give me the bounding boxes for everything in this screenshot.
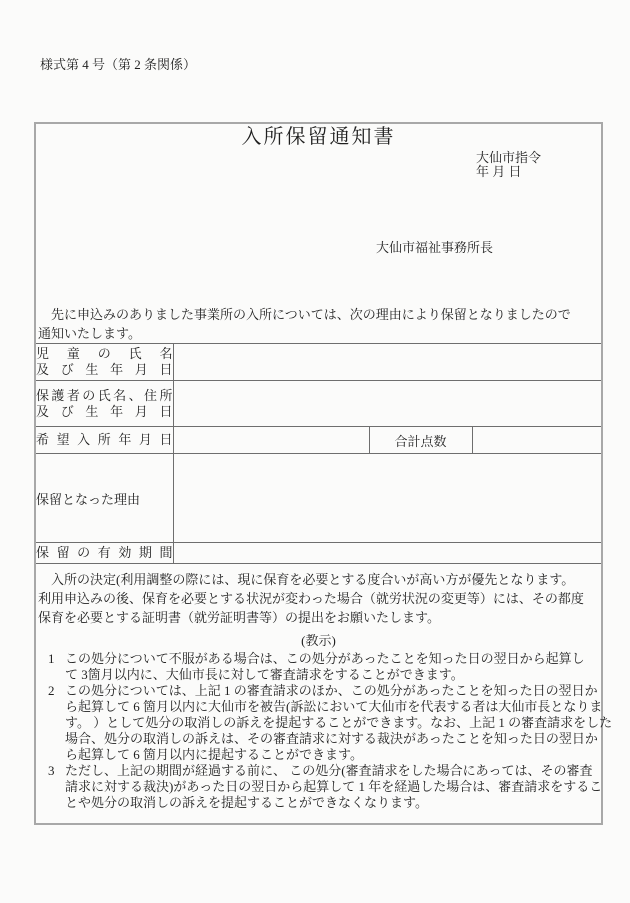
instruction-line: この処分については、上記 1 の審査請求のほか、この処分があったことを知った日の翌日か — [65, 683, 598, 698]
child-name-label-cell — [36, 344, 173, 381]
total-points-value-cell — [472, 427, 601, 454]
table-row-desired-date — [36, 427, 601, 454]
directive-label: 大仙市指令 — [475, 150, 541, 165]
guardian-label-line2: 及 び 生 年 月 日 — [36, 403, 173, 419]
child-name-value-cell — [173, 344, 601, 381]
intro-paragraph — [36, 305, 601, 343]
valid-period-label: 保 留 の 有 効 期 間 — [36, 545, 173, 560]
priority-note-line: 入所の決定(利用調整の際には、現に保育を必要とする度合いが高い方が優先となります。 — [38, 572, 575, 587]
instruction-line: 請求に対する裁決)があった日の翌日から起算して 1 年を経過した場合は、審査請求をするこ — [65, 779, 603, 794]
instruction-item-number: 3 — [48, 763, 55, 778]
instruction-line: ただし、上記の期間が経過する前に、 この処分(審査請求をした場合にあっては、その審査 — [65, 763, 593, 778]
table-row-child-name — [36, 344, 601, 381]
instruction-item-number: 1 — [48, 651, 55, 666]
instructions-heading: (教示) — [301, 633, 336, 648]
guardian-value-cell — [173, 381, 601, 427]
priority-note-paragraph — [36, 570, 601, 627]
intro-line: 通知いたします。 — [38, 326, 141, 341]
instruction-line: て 3箇月以内に、大仙市長に対して審査請求をすることができます。 — [65, 667, 464, 682]
instruction-line: 場合、処分の取消しの訴えは、その審査請求に対する裁決があったことを知った日の翌日か — [65, 731, 598, 746]
priority-note-line: 保育を必要とする証明書（就労証明書等）の提出をお願いたします。 — [38, 610, 440, 625]
notice-box — [34, 122, 613, 825]
child-name-label-line1: 児 童 の 氏 名 — [36, 346, 173, 361]
instruction-line: この処分について不服がある場合は、この処分があったことを知った日の翌日から起算し — [65, 651, 585, 666]
instruction-item-1 — [48, 651, 598, 683]
document-title: 入所保留通知書 — [241, 126, 396, 148]
valid-period-value-cell — [173, 543, 601, 564]
desired-date-label-cell — [36, 427, 173, 454]
instructions-list — [48, 651, 613, 811]
table-row-guardian — [36, 381, 601, 427]
guardian-label-cell — [36, 381, 173, 427]
instruction-item-text — [65, 683, 612, 763]
instruction-line: ら起算して 6 箇月以内に大仙市を被告(訴訟において大仙市を代表する者は大仙市長となりま — [65, 699, 603, 714]
table-row-hold-reason — [36, 454, 601, 543]
desired-date-value-cell — [173, 427, 369, 454]
instruction-item-number: 2 — [48, 683, 55, 698]
form-number-label: 様式第 4 号（第 2 条関係） — [40, 57, 197, 72]
priority-note-line: 利用申込みの後、保育を必要とする状況が変わった場合（就労状況の変更等）には、その都度 — [38, 591, 584, 606]
instruction-item-3 — [48, 763, 603, 811]
hold-reason-label-cell: 保留となった理由 — [36, 454, 173, 543]
instruction-line: とや処分の取消しの訴えを提起することができなくなります。 — [65, 795, 428, 810]
instruction-line: ら起算して 6 箇月以内に提起することができます。 — [65, 747, 363, 762]
addressee-line: 大仙市福祉事務所長 — [375, 240, 493, 255]
notice-table — [36, 343, 601, 564]
date-line: 年 月 日 — [475, 164, 522, 179]
hold-reason-value-cell — [173, 454, 601, 543]
instruction-item-text — [65, 651, 585, 683]
total-points-label-cell: 合計点数 — [369, 427, 472, 454]
directive-block — [476, 151, 541, 179]
instruction-item-text — [65, 763, 602, 811]
table-row-valid-period — [36, 543, 601, 564]
instruction-item-2 — [48, 683, 613, 763]
guardian-label-line1: 保護者の氏名、住所 — [36, 387, 173, 403]
desired-date-label: 希 望 入 所 年 月 日 — [36, 432, 173, 447]
intro-line: 先に申込みのありました事業所の入所については、次の理由により保留となりましたので — [38, 307, 571, 322]
instruction-line: す。 ）として処分の取消しの訴えを提起することができます。なお、上記 1 の審査請求をした — [65, 715, 613, 730]
valid-period-label-cell — [36, 543, 173, 564]
child-name-label-line2: 及 び 生 年 月 日 — [36, 362, 173, 377]
